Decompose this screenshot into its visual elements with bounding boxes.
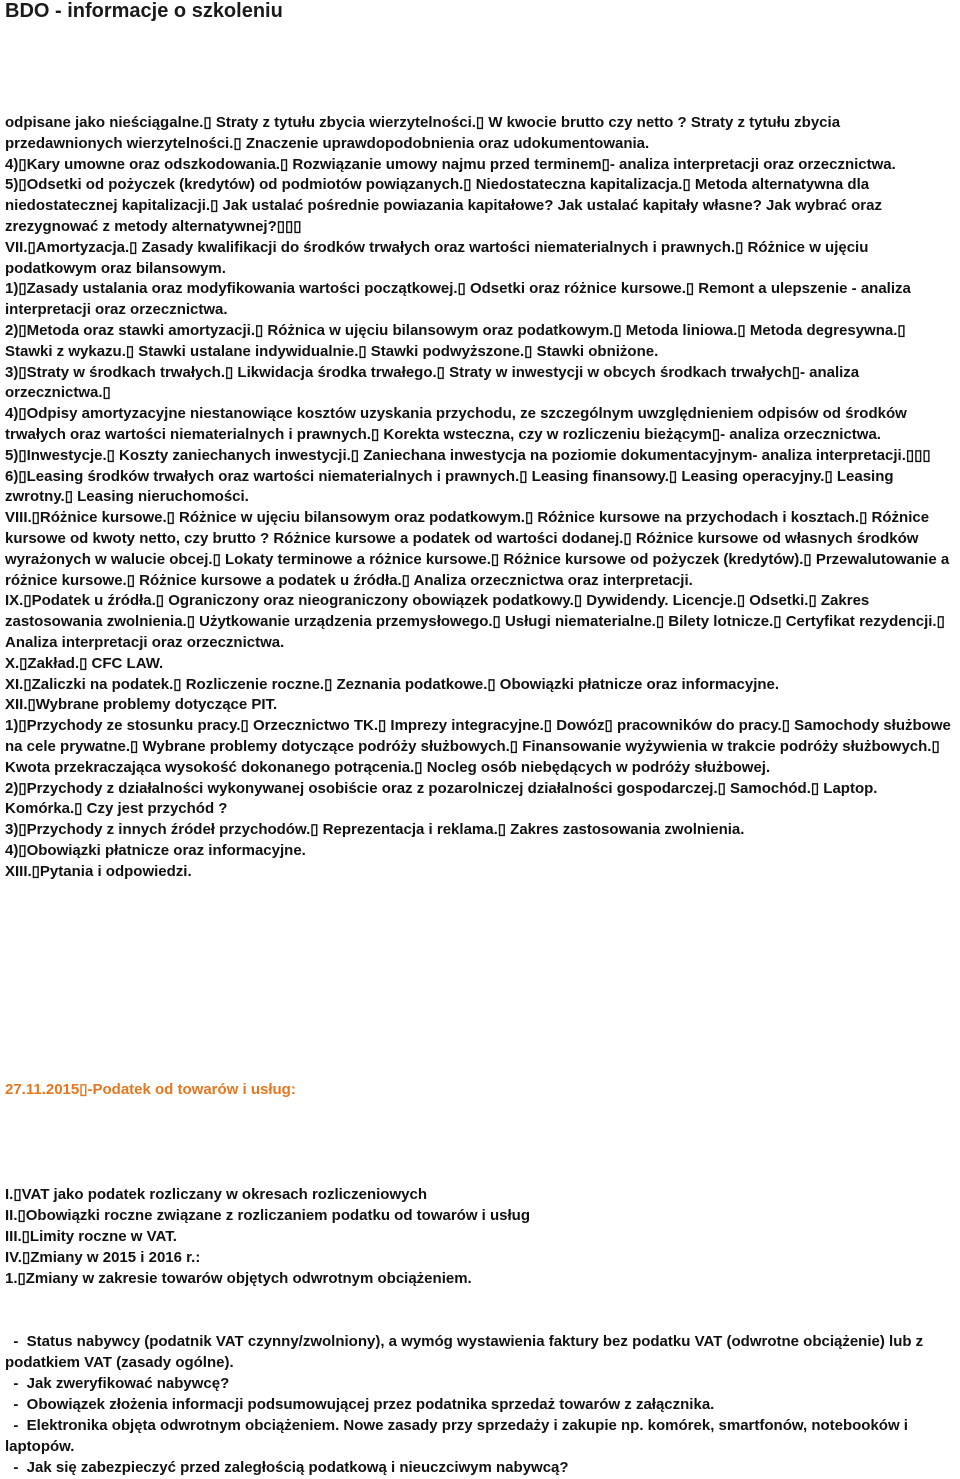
list-item: 1.▯Zmiany w zakresie towarów objętych odwrotnym obciążeniem.	[5, 1270, 472, 1287]
paragraph: 3)▯Przychody z innych źródeł przychodów.▯ Reprezentacja i reklama.▯ Zakres zastosowania zwolnienia.	[5, 821, 745, 839]
paragraph: XI.▯Zaliczki na podatek.▯ Rozliczenie roczne.▯ Zeznania podatkowe.▯ Obowiązki płatnicze oraz informacyjne.	[5, 675, 780, 693]
paragraph: 2)▯Przychody z działalności wykonywanej osobiście oraz z pozarolniczej działalności gospodarczej.▯ Samochód.▯ Laptop. Komórka.▯ Czy jest przychód ?	[5, 779, 882, 818]
paragraph: 4)▯Odpisy amortyzacyjne niestanowiące kosztów uzyskania przychodu, ze szczególnym uwzględnieniem odpisów od środków trwałych oraz wartości niematerialnych i prawnych.▯ Korekta wsteczna, czy w rozliczeniu bieżącym▯- analiza orzecznictwa.	[5, 405, 911, 443]
paragraph: 2)▯Metoda oraz stawki amortyzacji.▯ Różnica w ujęciu bilansowym oraz podatkowym.▯ Metoda liniowa.▯ Metoda degresywna.▯ Stawki z wykazu.▯ Stawki ustalane indywidualnie.▯ Stawki podwyższone.▯ Stawki obniżone.	[5, 321, 910, 360]
section-heading-block	[5, 1079, 953, 1100]
list-item: III.▯Limity roczne w VAT.	[5, 1228, 177, 1245]
paragraph: 4)▯Kary umowne oraz odszkodowania.▯ Rozwiązanie umowy najmu przed terminem▯- analiza interpretacji oraz orzecznictwa.	[5, 155, 896, 173]
list-item: IV.▯Zmiany w 2015 i 2016 r.:	[5, 1249, 201, 1266]
section-heading: 27.11.2015▯-Podatek od towarów i usług:	[5, 1081, 296, 1098]
paragraph: 5)▯Inwestycje.▯ Koszty zaniechanych inwestycji.▯ Zaniechana inwestycja na poziomie dokumentacyjnym- analiza interpretacji.▯▯▯	[5, 446, 931, 464]
bullet-item: - Obowiązek złożenia informacji podsumowującej przez podatnika sprzedaż towarów z załącznika.	[5, 1396, 715, 1413]
bullet-item: - Status nabywcy (podatnik VAT czynny/zwolniony), a wymóg wystawienia faktury bez podatku VAT (odwrotne obciążenie) lub z podatkiem VAT (zasady ogólne).	[5, 1333, 928, 1371]
page-title: BDO - informacje o szkoleniu	[5, 0, 283, 22]
bullet-item: - Elektronika objęta odwrotnym obciążeniem. Nowe zasady przy sprzedaży i zakupie np. komórek, smartfonów, notebooków i laptopów.	[5, 1417, 913, 1455]
bullet-item: - Jak zweryfikować nabywcę?	[5, 1375, 230, 1392]
paragraph: XII.▯Wybrane problemy dotyczące PIT.	[5, 696, 278, 714]
paragraph: IX.▯Podatek u źródła.▯ Ograniczony oraz nieograniczony obowiązek podatkowy.▯ Dywidendy. Licencje.▯ Odsetki.▯ Zakres zastosowania zwolnienia.▯ Użytkowanie urządzenia przemysłowego.▯ Usługi niematerialne.▯ Bilety lotnicze.▯ Certyfikat rezydencji.▯ Analiza interpretacji oraz orzecznictwa.	[5, 592, 949, 651]
paragraph: 1)▯Przychody ze stosunku pracy.▯ Orzecznictwo TK.▯ Imprezy integracyjne.▯ Dowóz▯ pracowników do pracy.▯ Samochody służbowe na cele prywatne.▯ Wybrane problemy dotyczące podróży służbowych.▯ Finansowanie wyżywienia w trakcie podróży służbowych.▯ Kwota przekraczająca wysokość dokonanego potrącenia.▯ Nocleg osób niebędących w podróży służbowej.	[5, 717, 956, 776]
list-item: II.▯Obowiązki roczne związane z rozliczaniem podatku od towarów i usług	[5, 1207, 530, 1224]
vat-points	[5, 1184, 953, 1289]
paragraph: VII.▯Amortyzacja.▯ Zasady kwalifikacji do środków trwałych oraz wartości niematerialnych i prawnych.▯ Różnice w ujęciu podatkowym oraz bilansowym.	[5, 238, 873, 277]
bullet-item: - Jak się zabezpieczyć przed zaległością podatkową i nieuczciwym nabywcą?	[5, 1459, 569, 1476]
paragraph: odpisane jako nieściągalne.▯ Straty z tytułu zbycia wierzytelności.▯ W kwocie brutto czy netto ? Straty z tytułu zbycia przedawnionych wierzytelności.▯ Znaczenie uprawdopodobnienia oraz udokumentowania.	[5, 114, 845, 152]
paragraph: XIII.▯Pytania i odpowiedzi.	[5, 862, 192, 880]
paragraph: 1)▯Zasady ustalania oraz modyfikowania wartości początkowej.▯ Odsetki oraz różnice kursowe.▯ Remont a ulepszenie - analiza interpretacji oraz orzecznictwa.	[5, 280, 916, 319]
paragraph: 3)▯Straty w środkach trwałych.▯ Likwidacja środka trwałego.▯ Straty w inwestycji w obcych środkach trwałych▯- analiza orzecznictwa.▯	[5, 363, 864, 402]
syllabus-text	[5, 113, 956, 882]
list-item: I.▯VAT jako podatek rozliczany w okresach rozliczeniowych	[5, 1186, 427, 1203]
paragraph: 5)▯Odsetki od pożyczek (kredytów) od podmiotów powiązanych.▯ Niedostateczna kapitalizacja.▯ Metoda alternatywna dla niedostatecznej kapitalizacji.▯ Jak ustalać pośrednie powiazania kapitałowe? Jak ustalać kapitały własne? Jak wybrać oraz zrezygnować z metody alternatywnej?▯▯▯	[5, 176, 887, 235]
paragraph: X.▯Zakład.▯ CFC LAW.	[5, 654, 164, 672]
paragraph: 6)▯Leasing środków trwałych oraz wartości niematerialnych i prawnych.▯ Leasing finansowy.▯ Leasing operacyjny.▯ Leasing zwrotny.▯ Leasing nieruchomości.	[5, 467, 898, 506]
bullet-list	[5, 1331, 953, 1478]
paragraph: 4)▯Obowiązki płatnicze oraz informacyjne.	[5, 841, 306, 859]
paragraph: VIII.▯Różnice kursowe.▯ Różnice w ujęciu bilansowym oraz podatkowym.▯ Różnice kursowe na przychodach i kosztach.▯ Różnice kursowe od kwoty netto, czy brutto ? Różnice kursowe a podatek od wartości dodanej.▯ Różnice kursowe od własnych środków wyrażonych w walucie obcej.▯ Lokaty terminowe a różnice kursowe.▯ Różnice kursowe od pożyczek (kredytów).▯ Przewalutowanie a różnice kursowe.▯ Różnice kursowe a podatek u źródła.▯ Analiza orzecznictwa oraz interpretacji.	[5, 509, 954, 589]
